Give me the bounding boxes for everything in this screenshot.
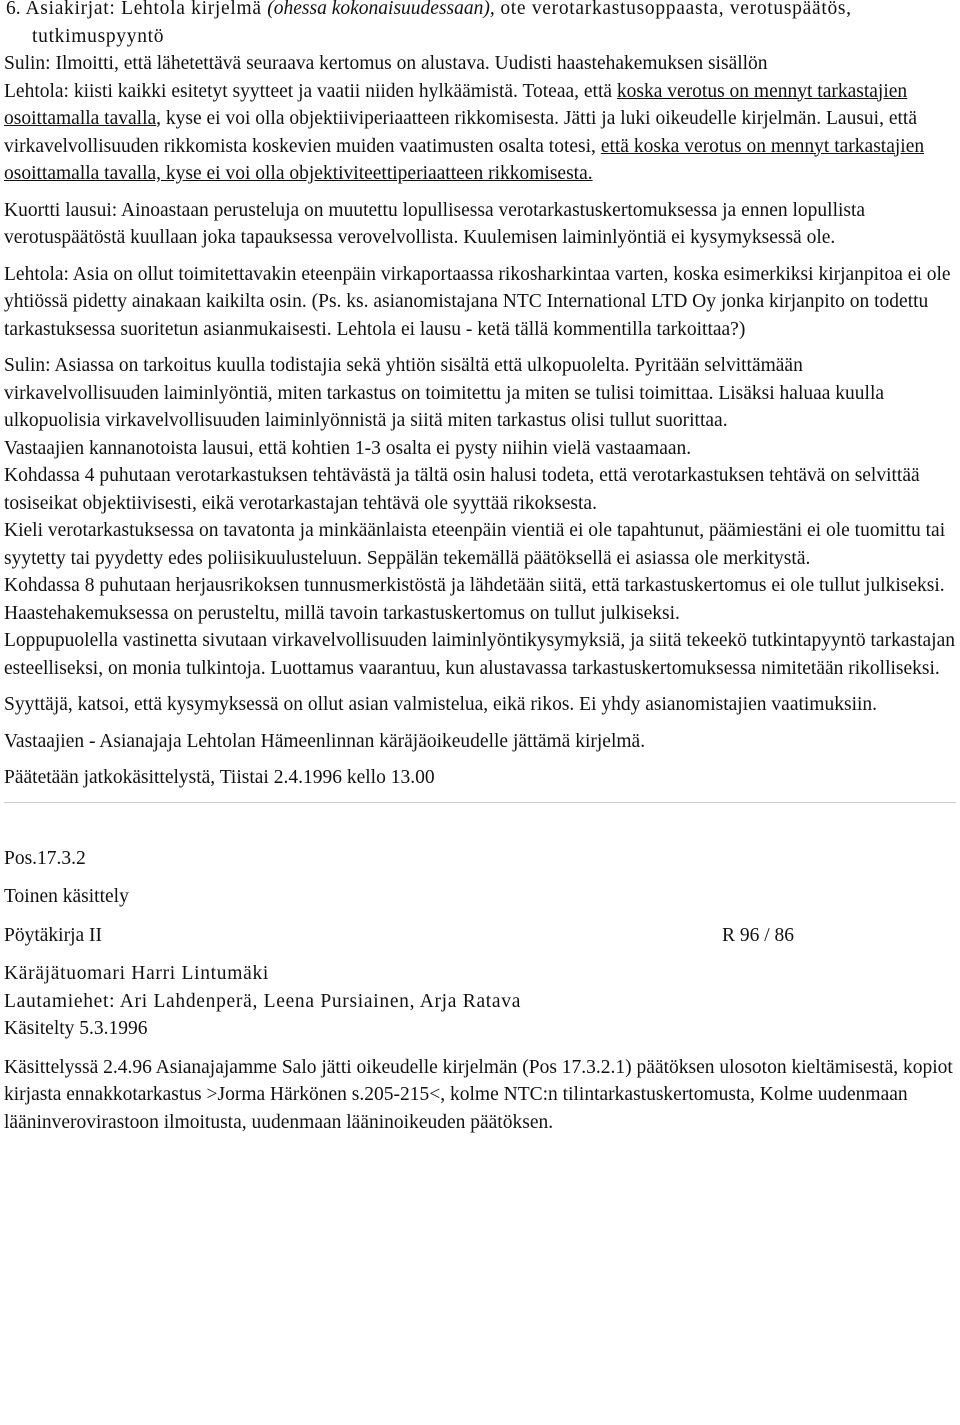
jatkokasittely-paragraph: Päätetään jatkokäsittelystä, Tiistai 2.4.1996 kello 13.00 [4,767,435,788]
section-spacer [4,803,956,845]
toinen-kasittely-heading: Toinen käsittely [4,886,129,907]
karajatuomari-line: Käräjätuomari Harri Lintumäki [4,963,270,984]
kuortti-paragraph: Kuortti lausui: Ainoastaan perusteluja on muutettu lopullisessa verotarkastuskertomuksessa ja ennen lopullista verotuspäätöstä kuullaan joka tapauksessa verovelvollista. Kuulemisen laiminlyöntiä ei kysymyksessä ole. [4,199,866,248]
kasitelty-line: Käsitelty 5.3.1996 [4,1018,148,1039]
vastaajien-paragraph: Vastaajien - Asianajaja Lehtolan Hämeenlinnan käräjäoikeudelle jättämä kirjelmä. [4,730,646,752]
lehtola-1-text-b: , kyse ei voi olla objektiiviperiaatteen rikkomisesta. Jätti ja luki oikeudelle kirjelmän. Lausui, että virkavelvollisuuden rikkomista koskevien muiden vaatimusten osalta totesi, [4,108,917,157]
lehtola-1-underlined-1: koska verotus on mennyt tarkastajien osoittamalla tavalla [4,80,908,129]
sulin-intro-paragraph: Sulin: Ilmoitti, että lähetettävä seuraava kertomus on alustava. Uudisti haastehakemuksen sisällön [4,53,768,74]
kasittelyssa-paragraph: Käsittelyssä 2.4.96 Asianajajamme Salo jätti oikeudelle kirjelmän (Pos 17.3.2.1) päätöksen ulosoton kieltämisestä, kopiot kirjasta ennakkotarkastus >Jorma Härkönen s.205-215<, kolme NTC:n tilintarkastuskertomusta, Kolme uudenmaan lääninverovirastoon ilmoitusta, uudenmaan lääninoikeuden päätöksen. [4,1056,953,1133]
lehtola-paragraph-1 [4,78,956,188]
lehtola-paragraph-2: Lehtola: Asia on ollut toimitettavakin eteenpäin virkaportaassa rikosharkintaa varten, koska esimerkiksi kirjanpitoa ei ole yhtiössä pidetty ainakaan kaikilta osin. (Ps. ks. asianomistajana NTC International LTD Oy jonka kirjanpito on todettu tarkastuksessa suoritetun asianmukaisesti. Lehtola ei lausu - ketä tällä kommentilla tarkoittaa?) [4,263,951,340]
item-6-lead: Asiakirjat: Lehtola kirjelmä [25,0,268,19]
poytakirja-row [4,922,794,950]
sulin-paragraph-2: Vastaajien kannanotoista lausui, että kohtien 1-3 osalta ei pysty niihin vielä vastaamaan. [4,437,692,459]
sulin-paragraph-6: Loppupuolella vastinetta sivutaan virkavelvollisuuden laiminlyöntikysymyksiä, ja siitä tekeekö tutkintapyyntö tarkastajan esteelliseksi, on monia tulkintoja. Luottamus vaarantuu, kun alustavassa tarkastuskertomuksessa nimitetään rikolliseksi. [4,630,955,679]
lehtola-1-text-a: Lehtola: kiisti kaikki esitetyt syytteet ja vaatii niiden hylkäämistä. Toteaa, että [4,80,617,102]
sulin-paragraph-5: Kohdassa 8 puhutaan herjausrikoksen tunnusmerkistöstä ja lähdetään siitä, että tarkastuskertomus ei ole tullut julkiseksi. Haastehakemuksessa on perusteltu, millä tavoin tarkastuskertomus on tullut julkiseksi. [4,575,945,624]
syyttaja-paragraph: Syyttäjä, katsoi, että kysymyksessä on ollut asian valmistelua, eikä rikos. Ei yhdy asianomistajien vaatimuksiin. [4,694,878,715]
item-6-italic: (ohessa kokonaisuudessaan), [267,0,495,19]
item-6-rest: ote verotarkastusoppaasta, verotuspäätös, tutkimuspyyntö [32,0,852,47]
poytakirja-label: Pöytäkirja II [4,924,103,946]
lehtola-1-underlined-2: että koska verotus on mennyt tarkastajien osoittamalla tavalla, kyse ei voi olla objektiviteettiperiaatteen rikkomisesta. [4,135,925,184]
item-6 [4,0,956,50]
case-reference: R 96 / 86 [721,924,794,946]
document-page [4,0,956,1136]
sulin-paragraph-3: Kohdassa 4 puhutaan verotarkastuksen tehtävästä ja tältä osin halusi todeta, että verotarkastuksen tehtävä on selvittää tosiseikat objektiivisesti, eikä verotarkastajan tehtävä ole syyttää rikoksesta. [4,465,920,514]
pos-reference: Pos.17.3.2 [4,847,86,869]
sulin-paragraph-4: Kieli verotarkastuksessa on tavatonta ja minkäänlaista eteenpäin vientiä ei ole tapahtunut, päämiestäni ei ole tuomittu tai syytetty tai pyydetty edes poliisikuulusteluun. Seppälän tekemällä päätöksellä ei asiassa ole merkitystä. [4,520,946,569]
lautamiehet-line: Lautamiehet: Ari Lahdenperä, Leena Pursiainen, Arja Ratava [4,990,522,1012]
item-6-number: 6. [6,0,21,19]
sulin-paragraph-1: Sulin: Asiassa on tarkoitus kuulla todistajia sekä yhtiön sisältä että ulkopuolelta. Pyritään selvittämään virkavelvollisuuden laiminlyöntiä, miten tarkastus on toimitettu ja miten se tulisi toimittaa. Lisäksi haluaa kuulla ulkopuolisia virkavelvollisuuden laiminlyönnistä ja siitä miten tarkastus olisi tullut suorittaa. [4,355,885,431]
